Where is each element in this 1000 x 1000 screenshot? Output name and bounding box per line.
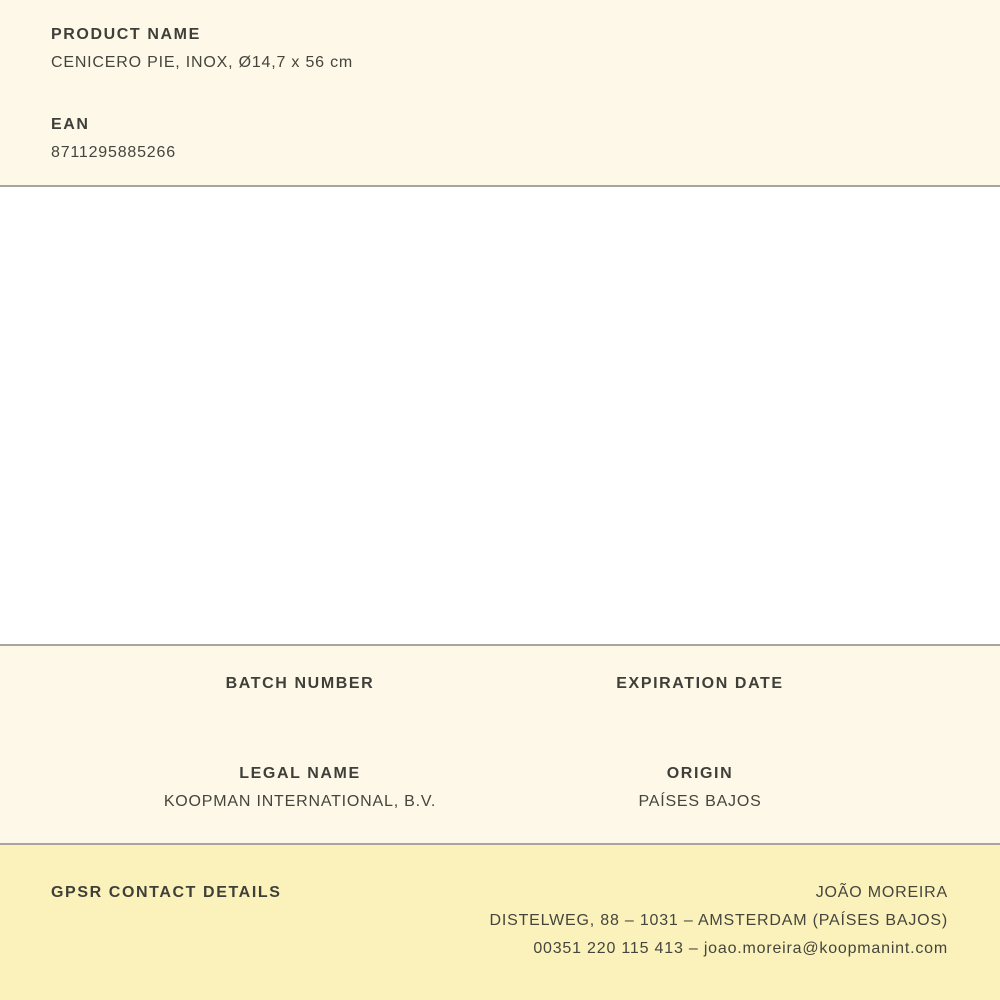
- expiration-date-label: EXPIRATION DATE: [616, 675, 784, 692]
- legal-name-value: KOOPMAN INTERNATIONAL, B.V.: [163, 793, 437, 810]
- product-name-field: [51, 21, 949, 77]
- contact-person-name: JOÃO MOREIRA: [815, 884, 948, 901]
- details-row-spacer: [500, 698, 900, 760]
- details-section: [0, 644, 1000, 845]
- contact-phone-email: 00351 220 115 413 – joao.moreira@koopmanint.com: [533, 940, 948, 957]
- contact-address: DISTELWEG, 88 – 1031 – AMSTERDAM (PAÍSES BAJOS): [489, 912, 948, 929]
- gpsr-contact-section: [0, 845, 1000, 1000]
- origin-label: ORIGIN: [666, 765, 734, 782]
- gpsr-contact-label: GPSR CONTACT DETAILS: [51, 884, 282, 901]
- batch-number-label: BATCH NUMBER: [225, 675, 375, 692]
- legal-name-label: LEGAL NAME: [239, 765, 361, 782]
- origin-value: PAÍSES BAJOS: [638, 793, 762, 810]
- product-header-section: [0, 0, 1000, 187]
- details-grid: [100, 670, 900, 816]
- ean-value: 8711295885266: [51, 144, 176, 161]
- details-row-spacer: [100, 698, 500, 760]
- ean-field: [51, 111, 949, 167]
- ean-label: EAN: [51, 116, 90, 133]
- product-name-label: PRODUCT NAME: [51, 26, 201, 43]
- product-name-value: CENICERO PIE, INOX, Ø14,7 x 56 cm: [51, 54, 354, 71]
- gpsr-contact-block: [490, 879, 948, 963]
- product-image-area: [0, 187, 1000, 644]
